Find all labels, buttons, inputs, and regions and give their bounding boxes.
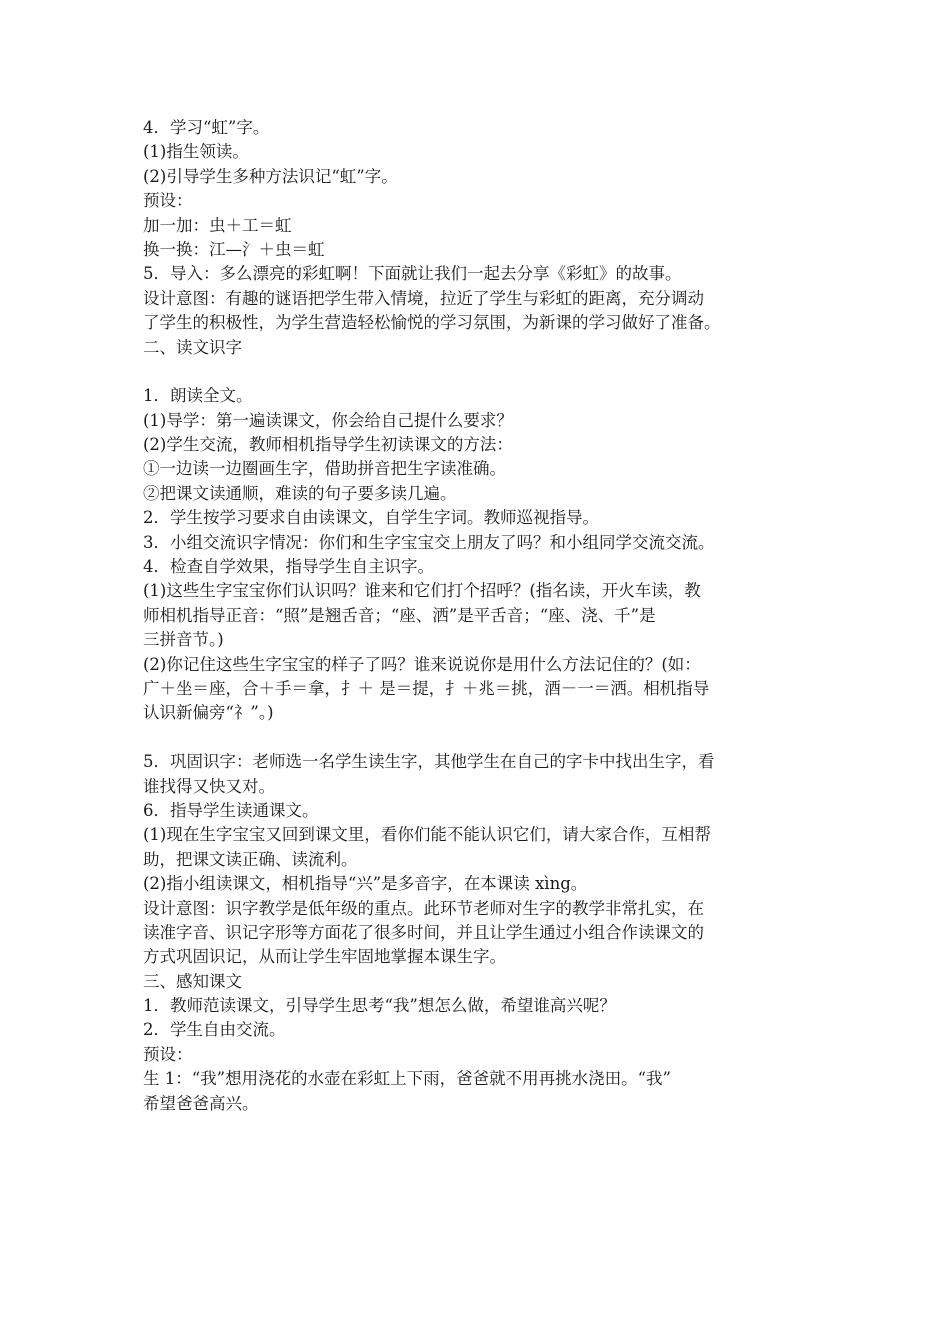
text-line: ①一边读一边圈画生字，借助拼音把生字读准确。 xyxy=(143,459,506,479)
text-line: (2)引导学生多种方法识记“虹”字。 xyxy=(143,166,398,186)
text-line: ②把课文读通顺，难读的句子要多读几遍。 xyxy=(143,483,457,503)
text-line: 认识新偏旁“礻”。) xyxy=(143,703,274,723)
text-line: 2．学生自由交流。 xyxy=(143,1020,286,1040)
text-line: (2)学生交流，教师相机指导学生初读课文的方法： xyxy=(143,435,513,455)
text-line: 三拼音节。) xyxy=(143,630,224,650)
text-line: 谁找得又快又对。 xyxy=(143,776,275,796)
text-line: 希望爸爸高兴。 xyxy=(143,1093,259,1113)
document-page xyxy=(143,116,813,1116)
text-line: (1)导学：第一遍读课文，你会给自己提什么要求？ xyxy=(143,410,513,430)
text-line: (1)这些生字宝宝你们认识吗？谁来和它们打个招呼？(指名读，开火车读，教 xyxy=(143,581,701,601)
section-heading: 三、感知课文 xyxy=(143,971,242,991)
text-line: 设计意图：识字教学是低年级的重点。此环节老师对生字的教学非常扎实，在 xyxy=(143,898,704,918)
text-line: (2)指小组读课文，相机指导“兴”是多音字，在本课读 xìng。 xyxy=(143,874,588,894)
text-line: 4．学习“虹”字。 xyxy=(143,118,270,137)
text-line: (2)你记住这些生字宝宝的样子了吗？谁来说说你是用什么方法记住的？(如： xyxy=(143,654,701,674)
text-line: 广＋坐＝座，合＋手＝拿，扌＋ 是＝提，扌＋兆＝挑，酒－一＝洒。相机指导 xyxy=(143,678,710,698)
text-line: 方式巩固识记，从而让学生牢固地掌握本课生字。 xyxy=(143,947,506,967)
text-line: 读准字音、识记字形等方面花了很多时间，并且让学生通过小组合作读课文的 xyxy=(143,922,704,942)
text-line: 3．小组交流识字情况：你们和生字宝宝交上朋友了吗？和小组同学交流交流。 xyxy=(143,532,715,552)
text-line: 换一换：江—氵＋虫＝虹 xyxy=(143,239,325,259)
text-line: 加一加：虫＋工＝虹 xyxy=(143,215,292,235)
text-line: 6．指导学生读通课文。 xyxy=(143,800,319,820)
text-line: 2．学生按学习要求自由读课文，自学生字词。教师巡视指导。 xyxy=(143,508,599,528)
text-line: 了学生的积极性，为学生营造轻松愉悦的学习氛围，为新课的学习做好了准备。 xyxy=(143,313,721,333)
text-line: 助，把课文读正确、读流利。 xyxy=(143,849,358,869)
text-line: 1．教师范读课文，引导学生思考“我”想怎么做，希望谁高兴呢？ xyxy=(143,996,616,1016)
text-line: 5．导入：多么漂亮的彩虹啊！下面就让我们一起去分享《彩虹》的故事。 xyxy=(143,264,682,284)
text-line: 设计意图：有趣的谜语把学生带入情境，拉近了学生与彩虹的距离，充分调动 xyxy=(143,288,704,308)
text-line: 预设： xyxy=(143,1044,193,1064)
text-line: (1)现在生字宝宝又回到课文里，看你们能不能认识它们，请大家合作，互相帮 xyxy=(143,825,711,845)
text-line: 4．检查自学效果，指导学生自主识字。 xyxy=(143,557,434,577)
text-line: (1)指生领读。 xyxy=(143,142,249,162)
blank-line xyxy=(143,360,813,384)
section-heading: 二、读文识字 xyxy=(143,337,242,357)
text-line: 预设： xyxy=(143,191,193,211)
blank-line xyxy=(143,726,813,750)
text-line: 师相机指导正音：“照”是翘舌音；“座、洒”是平舌音；“座、浇、千”是 xyxy=(143,605,656,625)
text-line: 5．巩固识字：老师选一名学生读生字，其他学生在自己的字卡中找出生字，看 xyxy=(143,752,715,772)
text-line: 生 1：“我”想用浇花的水壶在彩虹上下雨，爸爸就不用再挑水浇田。“我” xyxy=(143,1069,671,1089)
text-line: 1．朗读全文。 xyxy=(143,386,253,406)
